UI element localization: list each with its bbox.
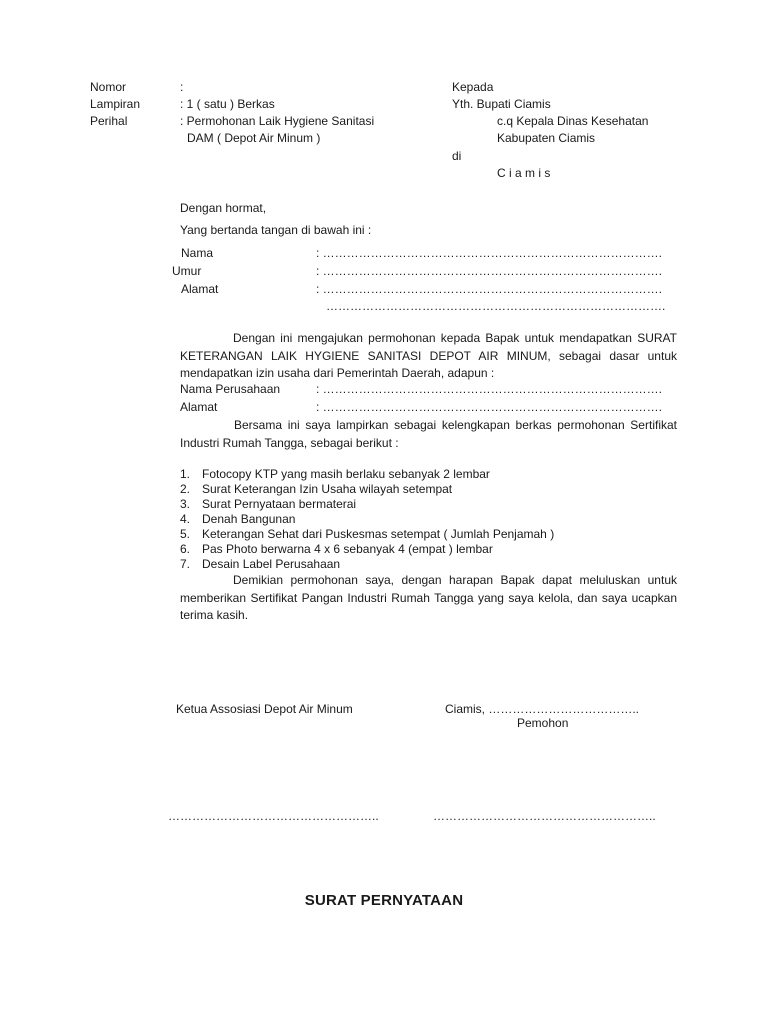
list-item	[180, 542, 554, 557]
perihal-value-line-1: : Permohonan Laik Hygiene Sanitasi	[180, 114, 375, 128]
list-item-text: Fotocopy KTP yang masih berlaku sebanyak 2 lembar	[202, 467, 490, 481]
nama-label: Nama	[181, 246, 214, 260]
list-item-text: Surat Keterangan Izin Usaha wilayah setempat	[202, 482, 453, 496]
list-item-number: 3.	[180, 497, 191, 511]
recipient-yth: Yth. Bupati Ciamis	[452, 97, 551, 111]
nama-perusahaan-field: : ………………………………………………………………………….	[316, 382, 663, 396]
recipient-kabupaten: Kabupaten Ciamis	[497, 131, 596, 145]
closing-paragraph: Demikian permohonan saya, dengan harapan Bapak dapat meluluskan untuk memberikan Sertifikat Pangan Industri Rumah Tangga yang saya kelola, dan saya ucapkan terima kasih.	[180, 573, 677, 622]
nomor-value: :	[180, 80, 184, 94]
signature-left-line: ……………………………………………..	[168, 809, 379, 823]
nama-perusahaan-label: Nama Perusahaan	[180, 382, 281, 396]
signature-right-title: Pemohon	[517, 716, 569, 730]
company-alamat-field: : ………………………………………………………………………….	[316, 400, 663, 414]
request-paragraph: Dengan ini mengajukan permohonan kepada Bapak untuk mendapatkan SURAT KETERANGAN LAIK HYGIENE SANITASI DEPOT AIR MINUM, sebagai dasar untuk mendapatkan izin usaha dari Pemerintah Daerah, adapun :	[180, 331, 677, 380]
perihal-label: Perihal	[90, 114, 128, 128]
list-item-text: Pas Photo berwarna 4 x 6 sebanyak 4 (empat ) lembar	[202, 542, 493, 556]
perihal-value-line-2: DAM ( Depot Air Minum )	[187, 131, 321, 145]
lampiran-label: Lampiran	[90, 97, 141, 111]
alamat-label: Alamat	[181, 282, 219, 296]
alamat-field: : ………………………………………………………………………….	[316, 282, 663, 296]
greeting: Dengan hormat,	[180, 201, 267, 215]
list-item	[180, 527, 554, 542]
alamat-field-line-2: ………………………………………………………………………….	[326, 299, 666, 313]
nomor-label: Nomor	[90, 80, 127, 94]
attachment-list	[180, 467, 554, 572]
next-section-title: SURAT PERNYATAAN	[304, 892, 464, 909]
signature-left-title: Ketua Assosiasi Depot Air Minum	[176, 702, 353, 716]
list-item-text: Surat Pernyataan bermaterai	[202, 497, 357, 511]
company-alamat-label: Alamat	[180, 400, 218, 414]
list-item-number: 2.	[180, 482, 191, 496]
recipient-cq: c.q Kepala Dinas Kesehatan	[497, 114, 649, 128]
list-item	[180, 512, 554, 527]
list-item-number: 4.	[180, 512, 191, 526]
list-item-number: 6.	[180, 542, 191, 556]
signature-right-line: ………………………………………………..	[433, 809, 656, 823]
recipient-kepada: Kepada	[452, 80, 494, 94]
list-item-text: Keterangan Sehat dari Puskesmas setempat ( Jumlah Penjamah )	[202, 527, 555, 541]
recipient-city: C i a m i s	[497, 166, 551, 180]
intro-line: Yang bertanda tangan di bawah ini :	[180, 223, 372, 237]
list-item	[180, 557, 554, 572]
list-item	[180, 467, 554, 482]
umur-field: : ………………………………………………………………………….	[316, 264, 663, 278]
list-item-text: Denah Bangunan	[202, 512, 296, 526]
nama-field: : ………………………………………………………………………….	[316, 246, 663, 260]
list-item-number: 7.	[180, 557, 191, 571]
umur-label: Umur	[172, 264, 202, 278]
list-item	[180, 482, 554, 497]
attachments-intro-paragraph: Bersama ini saya lampirkan sebagai kelengkapan berkas permohonan Sertifikat Industri Rumah Tangga, sebagai berikut :	[180, 418, 677, 450]
list-item-text: Desain Label Perusahaan	[202, 557, 341, 571]
lampiran-value: : 1 ( satu ) Berkas	[180, 97, 275, 111]
list-item	[180, 497, 554, 512]
list-item-number: 1.	[180, 467, 191, 481]
recipient-di: di	[452, 149, 462, 163]
list-item-number: 5.	[180, 527, 191, 541]
signature-place-date: Ciamis, ………………………………..	[445, 702, 640, 716]
